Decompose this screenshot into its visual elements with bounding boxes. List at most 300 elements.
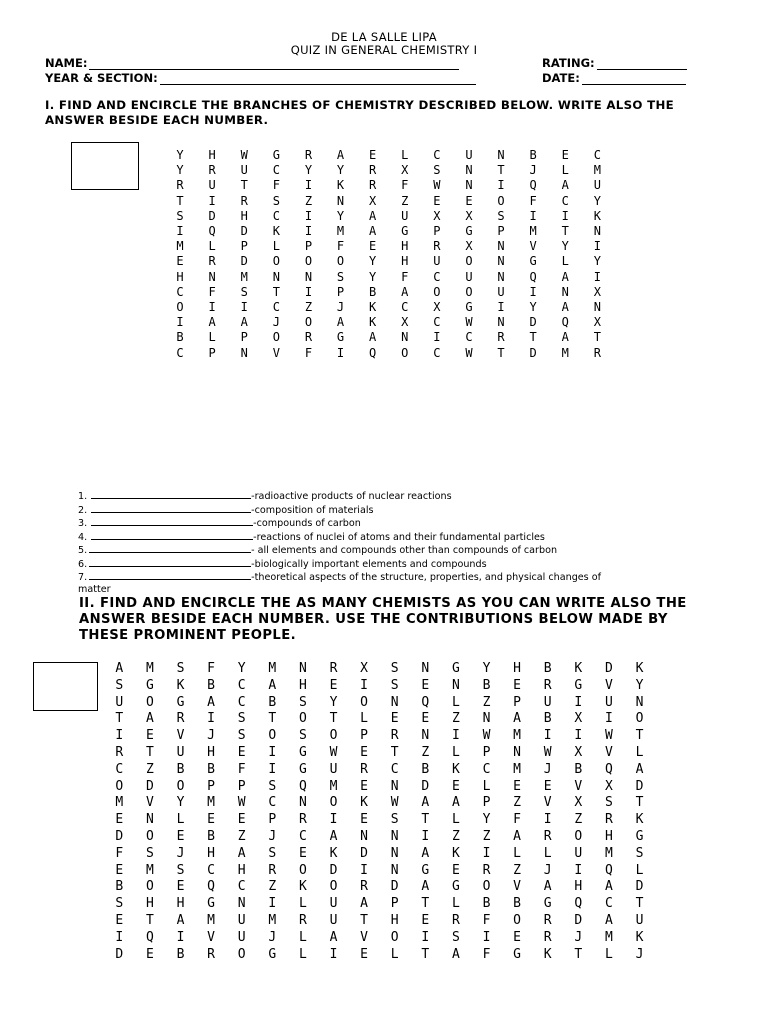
grid-letter[interactable]: I (329, 812, 338, 828)
grid-letter[interactable]: Z (421, 745, 430, 760)
grid-letter[interactable]: B (421, 761, 430, 777)
grid-letter[interactable]: M (604, 929, 613, 945)
grid-letter[interactable]: P (207, 778, 215, 794)
grid-letter[interactable]: U (240, 163, 248, 178)
grid-letter[interactable]: X (433, 300, 441, 314)
grid-letter[interactable]: G (574, 677, 583, 693)
grid-letter[interactable]: C (207, 862, 215, 878)
grid-letter[interactable]: E (360, 778, 368, 794)
grid-letter[interactable]: W (482, 728, 491, 744)
grid-letter[interactable]: R (240, 193, 248, 208)
grid-letter[interactable]: P (482, 795, 491, 811)
grid-letter[interactable]: V (176, 728, 185, 744)
answer-blank[interactable] (89, 557, 251, 567)
grid-letter[interactable]: C (272, 300, 280, 314)
grid-letter[interactable]: P (304, 239, 313, 254)
grid-letter[interactable]: C (390, 761, 399, 777)
grid-letter[interactable]: R (369, 178, 377, 193)
grid-letter[interactable]: T (635, 728, 644, 744)
grid-letter[interactable]: I (482, 929, 491, 945)
grid-letter[interactable]: H (390, 913, 399, 928)
grid-letter[interactable]: O (336, 254, 345, 269)
grid-letter[interactable]: O (433, 284, 441, 299)
grid-letter[interactable]: S (176, 862, 185, 878)
grid-letter[interactable]: B (482, 896, 491, 912)
grid-letter[interactable]: I (421, 929, 430, 945)
grid-letter[interactable]: C (268, 795, 277, 811)
grid-letter[interactable]: I (529, 284, 537, 299)
grid-letter[interactable]: G (176, 694, 185, 710)
grid-letter[interactable]: C (401, 300, 409, 314)
grid-letter[interactable]: G (272, 148, 280, 162)
grid-letter[interactable]: O (272, 254, 280, 269)
grid-letter[interactable]: M (115, 795, 124, 811)
grid-letter[interactable]: R (304, 148, 313, 162)
grid-letter[interactable]: L (635, 862, 644, 878)
grid-letter[interactable]: N (390, 862, 399, 878)
grid-letter[interactable]: A (421, 795, 430, 811)
grid-letter[interactable]: P (497, 224, 505, 238)
grid-letter[interactable]: V (207, 929, 215, 945)
grid-letter[interactable]: N (240, 345, 248, 360)
grid-letter[interactable]: Z (482, 829, 491, 844)
grid-letter[interactable]: S (240, 284, 248, 299)
grid-letter[interactable]: B (176, 761, 185, 777)
grid-letter[interactable]: A (369, 330, 377, 345)
grid-letter[interactable]: R (268, 862, 277, 878)
grid-letter[interactable]: I (604, 711, 613, 727)
grid-letter[interactable]: O (329, 795, 338, 811)
grid-letter[interactable]: M (604, 845, 613, 861)
grid-letter[interactable]: Y (482, 661, 491, 676)
grid-letter[interactable]: W (604, 728, 613, 744)
grid-letter[interactable]: Q (145, 929, 154, 945)
grid-letter[interactable]: I (304, 284, 313, 299)
grid-letter[interactable]: T (497, 345, 505, 360)
grid-letter[interactable]: D (329, 862, 338, 878)
grid-letter[interactable]: Z (304, 300, 313, 314)
grid-letter[interactable]: V (574, 778, 583, 794)
grid-letter[interactable]: Z (574, 812, 583, 828)
grid-letter[interactable]: I (115, 728, 124, 744)
grid-letter[interactable]: L (360, 711, 368, 727)
grid-letter[interactable]: E (176, 254, 184, 269)
grid-letter[interactable]: S (604, 795, 613, 811)
grid-letter[interactable]: W (390, 795, 399, 811)
grid-letter[interactable]: P (240, 330, 248, 345)
grid-letter[interactable]: P (390, 896, 399, 912)
grid-letter[interactable]: C (298, 829, 307, 844)
grid-letter[interactable]: H (513, 661, 521, 676)
grid-letter[interactable]: H (401, 239, 409, 254)
grid-letter[interactable]: Y (176, 163, 184, 178)
grid-letter[interactable]: I (497, 300, 505, 314)
grid-letter[interactable]: F (115, 845, 124, 861)
grid-letter[interactable]: E (451, 862, 460, 878)
grid-letter[interactable]: L (298, 946, 307, 962)
grid-letter[interactable]: X (604, 778, 613, 794)
grid-letter[interactable]: R (298, 812, 307, 828)
grid-letter[interactable]: E (115, 812, 124, 828)
grid-letter[interactable]: A (635, 761, 644, 777)
grid-letter[interactable]: T (145, 745, 154, 760)
grid-letter[interactable]: T (390, 745, 399, 760)
grid-letter[interactable]: K (360, 795, 368, 811)
grid-letter[interactable]: I (176, 315, 184, 330)
grid-letter[interactable]: N (390, 829, 399, 844)
grid-letter[interactable]: Q (207, 879, 215, 895)
grid-letter[interactable]: I (482, 845, 491, 861)
grid-letter[interactable]: S (237, 711, 246, 727)
grid-letter[interactable]: E (298, 845, 307, 861)
grid-letter[interactable]: X (593, 284, 601, 299)
grid-letter[interactable]: A (543, 879, 552, 895)
grid-letter[interactable]: S (390, 661, 399, 676)
grid-letter[interactable]: D (390, 879, 399, 895)
grid-letter[interactable]: C (115, 761, 124, 777)
grid-letter[interactable]: Y (529, 300, 537, 314)
grid-letter[interactable]: D (529, 315, 537, 330)
grid-letter[interactable]: N (390, 694, 399, 710)
grid-letter[interactable]: I (421, 829, 430, 844)
grid-letter[interactable]: H (176, 896, 185, 912)
grid-letter[interactable]: J (543, 862, 552, 878)
grid-letter[interactable]: G (401, 224, 409, 238)
grid-letter[interactable]: G (465, 300, 473, 314)
grid-letter[interactable]: R (115, 745, 124, 760)
grid-letter[interactable]: U (176, 745, 185, 760)
grid-letter[interactable]: I (268, 896, 277, 912)
grid-letter[interactable]: J (268, 829, 277, 844)
grid-letter[interactable]: C (561, 193, 569, 208)
grid-letter[interactable]: V (360, 929, 368, 945)
grid-letter[interactable]: B (207, 829, 215, 844)
grid-letter[interactable]: Z (401, 193, 409, 208)
grid-letter[interactable]: U (604, 694, 613, 710)
answer-blank[interactable] (91, 530, 253, 540)
grid-letter[interactable]: R (208, 163, 216, 178)
grid-letter[interactable]: S (145, 845, 154, 861)
grid-letter[interactable]: K (272, 224, 280, 238)
grid-letter[interactable]: A (207, 694, 215, 710)
grid-letter[interactable]: R (329, 661, 338, 676)
grid-letter[interactable]: B (176, 330, 184, 345)
grid-letter[interactable]: I (304, 178, 313, 193)
grid-letter[interactable]: G (529, 254, 537, 269)
grid-letter[interactable]: Q (529, 269, 537, 284)
grid-letter[interactable]: X (574, 745, 583, 760)
grid-letter[interactable]: B (176, 946, 185, 962)
grid-letter[interactable]: A (176, 913, 185, 928)
grid-letter[interactable]: O (115, 778, 124, 794)
grid-letter[interactable]: E (369, 148, 377, 162)
grid-letter[interactable]: I (497, 178, 505, 193)
grid-letter[interactable]: O (329, 879, 338, 895)
grid-letter[interactable]: R (298, 913, 307, 928)
grid-letter[interactable]: T (421, 812, 430, 828)
grid-letter[interactable]: G (336, 330, 345, 345)
grid-letter[interactable]: K (543, 946, 552, 962)
grid-letter[interactable]: E (513, 778, 521, 794)
grid-letter[interactable]: E (237, 745, 246, 760)
grid-letter[interactable]: R (176, 178, 184, 193)
grid-letter[interactable]: K (298, 879, 307, 895)
grid-letter[interactable]: R (451, 913, 460, 928)
grid-letter[interactable]: Y (593, 254, 601, 269)
grid-letter[interactable]: O (298, 711, 307, 727)
grid-letter[interactable]: I (115, 929, 124, 945)
grid-letter[interactable]: Y (176, 795, 185, 811)
grid-letter[interactable]: T (176, 193, 184, 208)
grid-letter[interactable]: Y (561, 239, 569, 254)
grid-letter[interactable]: H (401, 254, 409, 269)
grid-letter[interactable]: F (513, 812, 521, 828)
grid-letter[interactable]: F (401, 269, 409, 284)
grid-letter[interactable]: A (336, 148, 345, 162)
grid-letter[interactable]: U (329, 913, 338, 928)
grid-letter[interactable]: S (115, 896, 124, 912)
grid-letter[interactable]: M (513, 728, 521, 744)
grid-letter[interactable]: Z (513, 795, 521, 811)
grid-letter[interactable]: I (593, 269, 601, 284)
grid-letter[interactable]: R (543, 913, 552, 928)
grid-letter[interactable]: C (433, 269, 441, 284)
grid-letter[interactable]: B (529, 148, 537, 162)
grid-letter[interactable]: N (497, 254, 505, 269)
grid-letter[interactable]: X (360, 661, 368, 676)
answer-blank[interactable] (89, 570, 251, 580)
grid-letter[interactable]: M (336, 224, 345, 238)
grid-letter[interactable]: S (176, 208, 184, 223)
grid-letter[interactable]: L (482, 778, 491, 794)
grid-letter[interactable]: F (237, 761, 246, 777)
grid-letter[interactable]: E (115, 862, 124, 878)
grid-letter[interactable]: Q (421, 694, 430, 710)
grid-letter[interactable]: E (451, 778, 460, 794)
grid-letter[interactable]: B (574, 761, 583, 777)
grid-letter[interactable]: S (497, 208, 505, 223)
grid-letter[interactable]: G (298, 745, 307, 760)
grid-letter[interactable]: V (543, 795, 552, 811)
grid-letter[interactable]: E (176, 829, 185, 844)
grid-letter[interactable]: T (529, 330, 537, 345)
grid-letter[interactable]: Q (574, 896, 583, 912)
grid-letter[interactable]: N (497, 315, 505, 330)
grid-letter[interactable]: L (561, 254, 569, 269)
grid-letter[interactable]: F (529, 193, 537, 208)
grid-letter[interactable]: M (529, 224, 537, 238)
grid-letter[interactable]: S (336, 269, 345, 284)
grid-letter[interactable]: E (145, 728, 154, 744)
grid-letter[interactable]: E (421, 711, 430, 727)
grid-letter[interactable]: U (497, 284, 505, 299)
grid-letter[interactable]: B (115, 879, 124, 895)
grid-letter[interactable]: T (593, 330, 601, 345)
grid-letter[interactable]: M (593, 163, 601, 178)
grid-letter[interactable]: E (369, 239, 377, 254)
grid-letter[interactable]: E (421, 677, 430, 693)
grid-letter[interactable]: L (298, 929, 307, 945)
grid-letter[interactable]: R (208, 254, 216, 269)
grid-letter[interactable]: U (237, 929, 246, 945)
grid-letter[interactable]: H (604, 829, 613, 844)
grid-letter[interactable]: F (272, 178, 280, 193)
grid-letter[interactable]: V (272, 345, 280, 360)
grid-letter[interactable]: L (208, 330, 216, 345)
grid-letter[interactable]: O (465, 284, 473, 299)
grid-letter[interactable]: T (497, 163, 505, 178)
grid-letter[interactable]: T (268, 711, 277, 727)
grid-letter[interactable]: U (465, 269, 473, 284)
grid-letter[interactable]: L (604, 946, 613, 962)
grid-letter[interactable]: D (208, 208, 216, 223)
grid-letter[interactable]: I (593, 239, 601, 254)
grid-letter[interactable]: V (513, 879, 521, 895)
answer-blank[interactable] (89, 543, 251, 553)
rating-field[interactable] (542, 56, 687, 70)
grid-letter[interactable]: N (497, 269, 505, 284)
grid-letter[interactable]: O (465, 254, 473, 269)
grid-letter[interactable]: I (329, 946, 338, 962)
grid-letter[interactable]: I (574, 862, 583, 878)
grid-letter[interactable]: V (604, 677, 613, 693)
grid-letter[interactable]: D (115, 829, 124, 844)
grid-letter[interactable]: Q (208, 224, 216, 238)
grid-letter[interactable]: B (543, 711, 552, 727)
grid-letter[interactable]: Z (451, 829, 460, 844)
grid-letter[interactable]: F (207, 661, 215, 676)
grid-letter[interactable]: U (329, 761, 338, 777)
grid-letter[interactable]: E (360, 812, 368, 828)
grid-letter[interactable]: E (176, 879, 185, 895)
grid-letter[interactable]: O (304, 315, 313, 330)
grid-letter[interactable]: E (390, 711, 399, 727)
grid-letter[interactable]: X (574, 795, 583, 811)
grid-letter[interactable]: M (145, 862, 154, 878)
grid-letter[interactable]: H (240, 208, 248, 223)
grid-letter[interactable]: E (433, 193, 441, 208)
grid-letter[interactable]: Y (304, 163, 313, 178)
grid-letter[interactable]: O (298, 862, 307, 878)
grid-letter[interactable]: X (574, 711, 583, 727)
name-line[interactable] (89, 57, 459, 70)
grid-letter[interactable]: R (360, 879, 368, 895)
grid-letter[interactable]: Y (329, 694, 338, 710)
grid-letter[interactable]: T (240, 178, 248, 193)
grid-letter[interactable]: C (433, 148, 441, 162)
grid-letter[interactable]: N (593, 300, 601, 314)
grid-letter[interactable]: K (329, 845, 338, 861)
grid-letter[interactable]: P (482, 745, 491, 760)
grid-letter[interactable]: A (451, 946, 460, 962)
grid-letter[interactable]: V (145, 795, 154, 811)
grid-letter[interactable]: N (336, 193, 345, 208)
grid-letter[interactable]: D (574, 913, 583, 928)
grid-letter[interactable]: O (176, 300, 184, 314)
grid-letter[interactable]: J (176, 845, 185, 861)
grid-letter[interactable]: G (513, 946, 521, 962)
grid-letter[interactable]: Y (336, 208, 345, 223)
grid-letter[interactable]: R (593, 345, 601, 360)
grid-letter[interactable]: L (390, 946, 399, 962)
grid-letter[interactable]: A (451, 795, 460, 811)
grid-letter[interactable]: M (561, 345, 569, 360)
grid-letter[interactable]: A (421, 845, 430, 861)
grid-letter[interactable]: U (574, 845, 583, 861)
grid-letter[interactable]: O (268, 728, 277, 744)
grid-letter[interactable]: A (240, 315, 248, 330)
grid-letter[interactable]: T (635, 896, 644, 912)
grid-letter[interactable]: N (298, 661, 307, 676)
grid-letter[interactable]: S (451, 929, 460, 945)
grid-letter[interactable]: Z (145, 761, 154, 777)
grid-letter[interactable]: N (237, 896, 246, 912)
grid-letter[interactable]: U (401, 208, 409, 223)
date-field[interactable] (542, 71, 686, 85)
grid-letter[interactable]: R (304, 330, 313, 345)
grid-letter[interactable]: E (115, 913, 124, 928)
grid-letter[interactable]: A (604, 879, 613, 895)
grid-letter[interactable]: I (543, 812, 552, 828)
grid-letter[interactable]: T (574, 946, 583, 962)
grid-letter[interactable]: N (497, 148, 505, 162)
grid-letter[interactable]: L (451, 812, 460, 828)
grid-letter[interactable]: N (465, 163, 473, 178)
grid-letter[interactable]: B (369, 284, 377, 299)
grid-letter[interactable]: J (336, 300, 345, 314)
grid-letter[interactable]: K (635, 812, 644, 828)
grid-letter[interactable]: R (207, 946, 215, 962)
grid-letter[interactable]: G (207, 896, 215, 912)
grid-letter[interactable]: K (176, 677, 185, 693)
grid-letter[interactable]: A (237, 845, 246, 861)
grid-letter[interactable]: C (176, 284, 184, 299)
grid-letter[interactable]: T (145, 913, 154, 928)
grid-letter[interactable]: L (451, 745, 460, 760)
grid-letter[interactable]: K (369, 315, 377, 330)
grid-letter[interactable]: N (401, 330, 409, 345)
grid-letter[interactable]: O (574, 829, 583, 844)
grid-letter[interactable]: B (513, 896, 521, 912)
grid-letter[interactable]: C (237, 677, 246, 693)
grid-letter[interactable]: S (272, 193, 280, 208)
grid-letter[interactable]: D (529, 345, 537, 360)
grid-letter[interactable]: O (176, 778, 185, 794)
grid-letter[interactable]: A (360, 896, 368, 912)
grid-letter[interactable]: D (240, 224, 248, 238)
grid-letter[interactable]: G (268, 946, 277, 962)
grid-letter[interactable]: Z (482, 694, 491, 710)
grid-letter[interactable]: S (433, 163, 441, 178)
grid-letter[interactable]: A (513, 711, 521, 727)
grid-letter[interactable]: M (513, 761, 521, 777)
name-field[interactable] (45, 56, 459, 70)
grid-letter[interactable]: O (360, 694, 368, 710)
grid-letter[interactable]: C (593, 148, 601, 162)
grid-letter[interactable]: L (208, 239, 216, 254)
grid-letter[interactable]: S (298, 694, 307, 710)
grid-letter[interactable]: I (304, 208, 313, 223)
grid-letter[interactable]: U (465, 148, 473, 162)
grid-letter[interactable]: M (176, 239, 184, 254)
grid-letter[interactable]: L (543, 845, 552, 861)
grid-letter[interactable]: Q (298, 778, 307, 794)
grid-letter[interactable]: L (272, 239, 280, 254)
grid-letter[interactable]: S (635, 845, 644, 861)
grid-letter[interactable]: X (401, 163, 409, 178)
grid-letter[interactable]: Y (593, 193, 601, 208)
grid-letter[interactable]: I (543, 728, 552, 744)
